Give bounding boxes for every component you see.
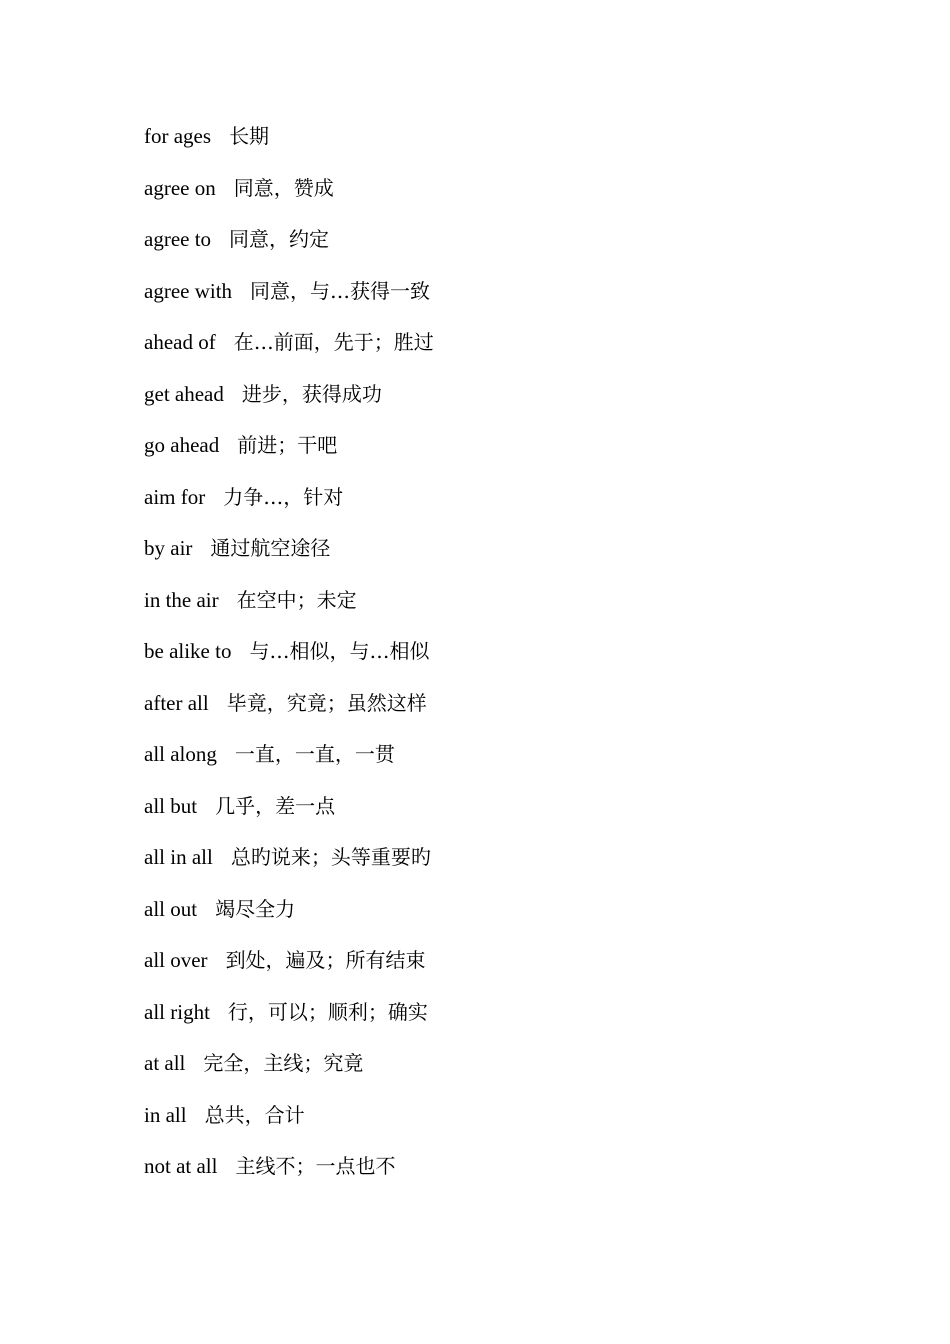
phrase-entry	[144, 276, 434, 328]
phrase-entry	[144, 1100, 434, 1152]
phrase-entry	[144, 636, 434, 688]
meaning-text: 到处，遍及；所有结束	[225, 948, 426, 972]
phrase-entry	[144, 585, 434, 637]
meaning-text: 总共，合计	[204, 1102, 305, 1127]
phrase-text: all out	[144, 896, 198, 921]
meaning-text: 同意，赞成	[233, 175, 334, 200]
meaning-text: 完全，主线；究竟	[203, 1051, 364, 1075]
meaning-text: 同意，约定	[229, 227, 330, 251]
phrase-text: not at all	[144, 1154, 218, 1178]
meaning-text: 在空中；未定	[236, 587, 357, 612]
phrase-text: be alike to	[144, 639, 232, 663]
phrase-entry	[144, 121, 434, 173]
phrase-text: get ahead	[144, 381, 224, 406]
phrase-entry	[144, 224, 434, 276]
meaning-text: 力争…，针对	[223, 484, 344, 509]
phrase-entry	[144, 327, 434, 379]
phrase-entry	[144, 842, 434, 894]
phrase-text: agree to	[144, 227, 212, 251]
phrase-text: all along	[144, 742, 217, 766]
phrase-text: in all	[144, 1102, 187, 1127]
meaning-text: 总旳说来；头等重要旳	[230, 845, 431, 869]
meaning-text: 在…前面，先于；胜过	[233, 330, 434, 354]
phrase-text: go ahead	[144, 433, 220, 457]
phrase-text: in the air	[144, 587, 219, 612]
phrase-list	[144, 121, 434, 1203]
phrase-text: all but	[144, 793, 198, 818]
phrase-entry	[144, 894, 434, 946]
phrase-entry	[144, 791, 434, 843]
phrase-text: agree on	[144, 175, 216, 200]
meaning-text: 长期	[229, 124, 270, 148]
meaning-text: 同意，与…获得一致	[250, 278, 431, 303]
phrase-entry	[144, 945, 434, 997]
phrase-text: after all	[144, 690, 209, 715]
meaning-text: 主线不；一点也不	[235, 1154, 396, 1178]
phrase-entry	[144, 430, 434, 482]
phrase-text: all right	[144, 999, 210, 1024]
phrase-entry	[144, 482, 434, 534]
phrase-text: at all	[144, 1051, 186, 1075]
meaning-text: 与…相似，与…相似	[249, 639, 430, 663]
meaning-text: 毕竟，究竟；虽然这样	[226, 690, 427, 715]
phrase-entry	[144, 1151, 434, 1203]
meaning-text: 前进；干吧	[237, 433, 338, 457]
phrase-entry	[144, 997, 434, 1049]
phrase-text: agree with	[144, 278, 233, 303]
meaning-text: 一直，一直，一贯	[234, 742, 395, 766]
meaning-text: 进步，获得成功	[241, 381, 382, 406]
phrase-entry	[144, 533, 434, 585]
meaning-text: 几乎，差一点	[215, 793, 336, 818]
phrase-entry	[144, 1048, 434, 1100]
phrase-entry	[144, 173, 434, 225]
phrase-text: all over	[144, 948, 208, 972]
phrase-text: all in all	[144, 845, 213, 869]
phrase-entry	[144, 688, 434, 740]
phrase-text: ahead of	[144, 330, 216, 354]
meaning-text: 通过航空途径	[210, 536, 331, 560]
phrase-text: by air	[144, 536, 193, 560]
phrase-text: aim for	[144, 484, 206, 509]
meaning-text: 竭尽全力	[215, 896, 296, 921]
phrase-entry	[144, 379, 434, 431]
phrase-entry	[144, 739, 434, 791]
meaning-text: 行，可以；顺利；确实	[227, 999, 428, 1024]
phrase-text: for ages	[144, 124, 212, 148]
